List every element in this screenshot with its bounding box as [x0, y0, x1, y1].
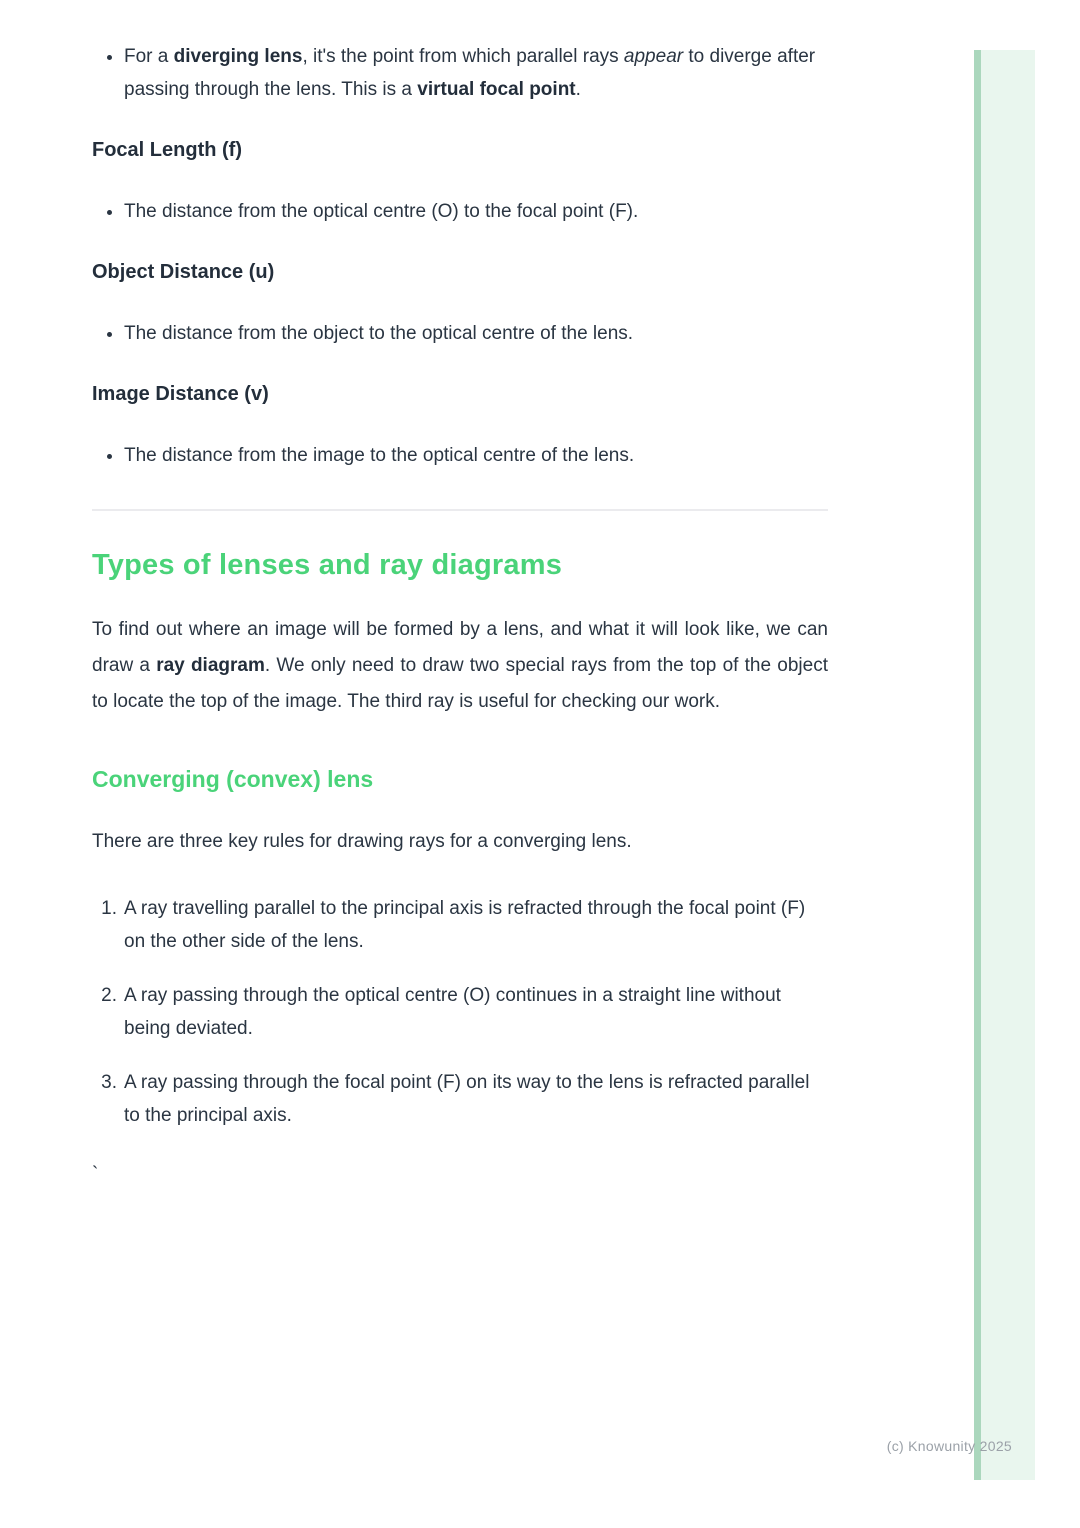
focal-length-bullet-list — [92, 195, 828, 228]
section-intro-paragraph — [92, 612, 828, 720]
intro-text-segment: . We only need to draw two special rays from the top of the object to locate the top of the image. The third ray is useful for checking our work. — [92, 655, 828, 712]
rule-number: 1. — [101, 898, 117, 919]
stray-backtick-character: ` — [92, 1164, 99, 1185]
ray-rules-list — [92, 892, 828, 1132]
rule-number: 2. — [101, 985, 117, 1006]
bullet-text-segment: For a — [124, 46, 174, 67]
image-distance-definition: • The distance from the image to the optical centre of the lens. — [124, 439, 828, 472]
focal-length-definition: • The distance from the optical centre (O) to the focal point (F). — [124, 195, 828, 228]
rule-text: A ray passing through the optical centre (O) continues in a straight line without being deviated. — [124, 985, 781, 1039]
ray-rule-item — [92, 1066, 828, 1132]
diverging-lens-bullet — [124, 40, 828, 106]
ray-rule-item — [92, 892, 828, 958]
rule-text: A ray passing through the focal point (F) on its way to the lens is refracted parallel to the principal axis. — [124, 1072, 810, 1126]
bold-text: virtual focal point — [417, 79, 576, 100]
diverging-lens-bullet-list — [92, 40, 828, 106]
rule-text: A ray travelling parallel to the principal axis is refracted through the focal point (F) on the other side of the lens. — [124, 898, 806, 952]
object-distance-definition: • The distance from the object to the optical centre of the lens. — [124, 317, 828, 350]
object-distance-bullet-list — [92, 317, 828, 350]
bullet-text-segment: . — [575, 79, 581, 100]
copyright-footer: (c) Knowunity 2025 — [886, 1438, 1012, 1454]
subsection-title-converging-lens: Converging (convex) lens — [92, 766, 374, 792]
bold-text: diverging lens — [173, 46, 303, 67]
intro-text-segment: To find out where an image will be formed by a lens, and what it will look like, we can draw a — [92, 619, 828, 676]
ray-rule-item — [92, 979, 828, 1045]
bullet-text-segment: , it's the point from which parallel rays — [302, 46, 624, 67]
section-divider — [92, 509, 828, 511]
term-heading-image-distance: Image Distance (v) — [92, 383, 269, 405]
term-heading-focal-length: Focal Length (f) — [92, 139, 242, 161]
italic-text: appear — [623, 46, 684, 67]
section-title: Types of lenses and ray diagrams — [92, 549, 563, 581]
term-heading-object-distance: Object Distance (u) — [92, 261, 275, 283]
side-accent-bar — [974, 50, 1035, 1480]
bold-text: ray diagram — [156, 655, 265, 676]
rule-number: 3. — [101, 1072, 117, 1093]
converging-lens-lead-paragraph: There are three key rules for drawing rays for a converging lens. — [92, 831, 632, 852]
image-distance-bullet-list — [92, 439, 828, 472]
bullet-text-segment: to diverge after passing through the lens. This is a — [124, 46, 816, 100]
